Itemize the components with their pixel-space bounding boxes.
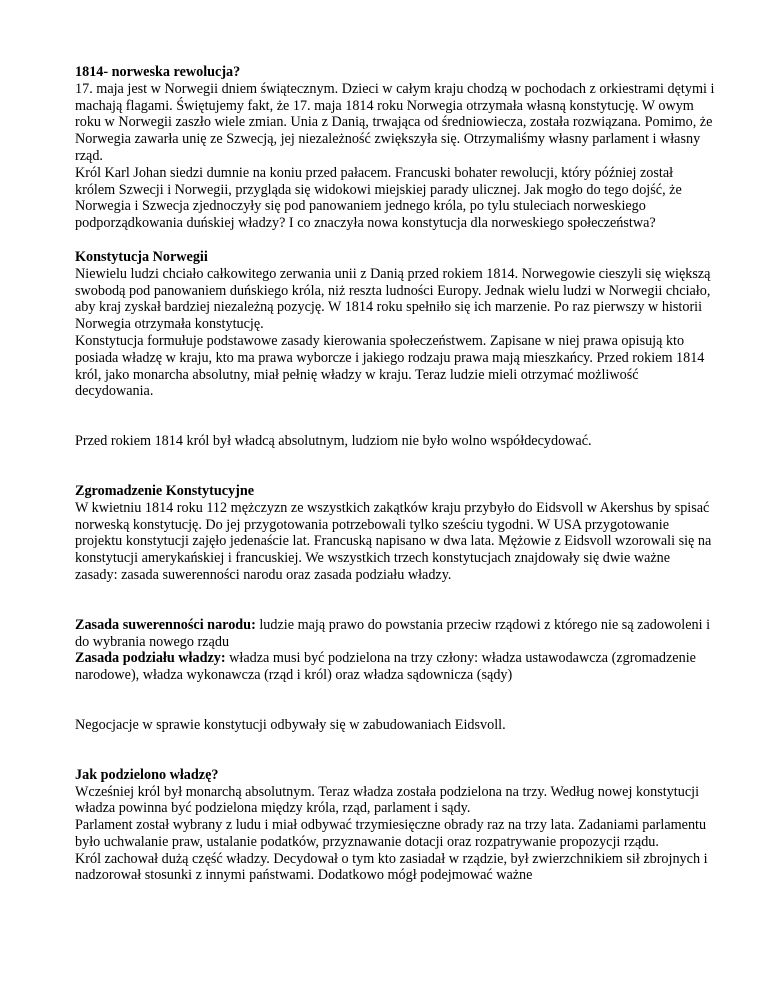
paragraph: Parlament został wybrany z ludu i miał odbywać trzymiesięczne obrady raz na trzy lata. Zadaniami parlamentu było uchwalanie praw, ustalanie podatków, przyznawanie dotacji oraz rozpatrywanie propozycji rządu. bbox=[75, 817, 707, 850]
paragraph: Niewielu ludzi chciało całkowitego zerwania unii z Danią przed rokiem 1814. Norwegowie cieszyli się większą swobodą pod panowaniem duńskiego króla, niż reszta ludności Europy. Jednak wielu ludzi w Norwegii chciało, aby kraj zyskał bardziej niezależną pozycję. W 1814 roku spełniło się ich marzenie. Po raz pierwszy w historii Norwegia otrzymała konstytucję. bbox=[75, 265, 711, 333]
principle-term: Zasada podziału władzy: bbox=[75, 650, 226, 667]
document-page bbox=[75, 64, 715, 884]
paragraph: Król Karl Johan siedzi dumnie na koniu przed pałacem. Francuski bohater rewolucji, który później został królem Szwecji i Norwegii, przygląda się widokowi miejskiej parady ulicznej. Jak mogło do tego dojść, że Norwegia i Szwecja zjednoczyły się pod panowaniem jednego króla, po tylu stuleciach norweskiego podporządkowania duńskiej władzy? I co znaczyła nowa konstytucja dla norweskiego społeczeństwa? bbox=[75, 164, 682, 232]
principle-definition: ludzie mają prawo do powstania przeciw rządowi z którego nie są zadowoleni i do wybrania nowego rządu bbox=[75, 616, 711, 650]
principle-definition: władza musi być podzielona na trzy człony: władza ustawodawcza (zgromadzenie narodowe), władza wykonawcza (rząd i król) oraz władza sądownicza (sądy) bbox=[75, 650, 696, 684]
caption-negotiations: Negocjacje w sprawie konstytucji odbywały się w zabudowaniach Eidsvoll. bbox=[75, 716, 506, 733]
principle-sovereignty bbox=[75, 617, 715, 651]
paragraph: Wcześniej król był monarchą absolutnym. Teraz władza została podzielona na trzy. Według nowej konstytucji władza powinna być podzielona między króla, rząd, parlament i sądy. bbox=[75, 783, 700, 817]
principle-term: Zasada suwerenności narodu: bbox=[75, 616, 256, 633]
caption-absolute-monarchy: Przed rokiem 1814 król był władcą absolutnym, ludziom nie było wolno współdecydować. bbox=[75, 433, 592, 450]
paragraph: Konstytucja formułuje podstawowe zasady kierowania społeczeństwem. Zapisane w niej prawa opisują kto posiada władzę w kraju, kto ma prawa wyborcze i jakiego rodzaju prawa mają mieszkańcy. Przed rokiem 1814 król, jako monarcha absolutny, miał pełnię władzy w kraju. Teraz ludzie mieli otrzymać możliwość decydowania. bbox=[75, 332, 705, 400]
paragraph: Król zachował dużą część władzy. Decydował o tym kto zasiadał w rządzie, był zwierzchnikiem sił zbrojnych i nadzorował stosunki z innymi państwami. Dodatkowo mógł podejmować ważne bbox=[75, 850, 708, 884]
section-heading-revolution: 1814- norweska rewolucja? bbox=[75, 64, 241, 80]
paragraph: 17. maja jest w Norwegii dniem świątecznym. Dzieci w całym kraju chodzą w pochodach z orkiestrami dętymi i machają flagami. Świętujemy fakt, że 17. maja 1814 roku Norwegia otrzymała własną konstytucję. W owym roku w Norwegii zaszło wiele zmian. Unia z Danią, trwająca od średniowiecza, została rozwiązana. Pomimo, że Norwegia zawarła unię ze Szwecją, jej niezależność zwiększyła się. Otrzymaliśmy własny parlament i własny rząd. bbox=[75, 80, 715, 164]
principle-separation bbox=[75, 650, 715, 684]
section-heading-constitution: Konstytucja Norwegii bbox=[75, 248, 208, 265]
section-heading-division: Jak podzielono władzę? bbox=[75, 766, 219, 783]
paragraph: W kwietniu 1814 roku 112 mężczyzn ze wszystkich zakątków kraju przybyło do Eidsvoll w Akershus by spisać norweską konstytucję. Do jej przygotowania potrzebowali tylko sześciu tygodni. W USA przygotowanie projektu konstytucji zajęło jedenaście lat. Francuską napisano w dwa lata. Mężowie z Eidsvoll wzorowali się na konstytucji amerykańskiej i francuskiej. We wszystkich trzech konstytucjach znajdowały się dwie ważne zasady: zasada suwerenności narodu oraz zasada podziału władzy. bbox=[75, 499, 712, 583]
section-heading-assembly: Zgromadzenie Konstytucyjne bbox=[75, 482, 255, 499]
